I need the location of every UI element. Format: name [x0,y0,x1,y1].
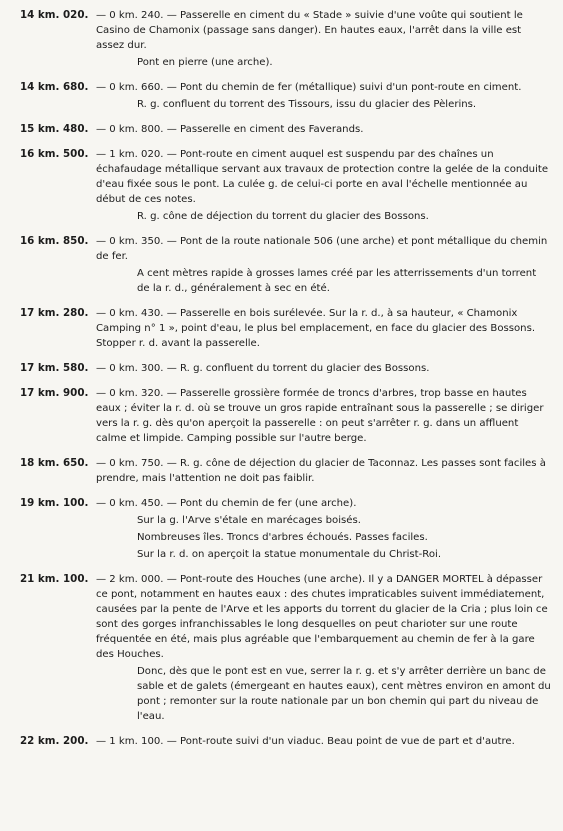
itinerary-entry [6,306,551,353]
entry-note: Pont en pierre (une arche). [137,57,273,68]
entry-main-text: — 1 km. 100. — Pont-route suivi d'un viaduc. Beau point de vue de part et d'autre. [96,736,515,747]
entry-main-text: — 0 km. 240. — Passerelle en ciment du « Stade » suivie d'une voûte qui soutient le Casino de Chamonix (passage sans danger). En hautes eaux, l'arrêt dans la ville est assez dur. [96,10,523,51]
kilometer-marker: 17 km. 280. [20,307,89,319]
kilometer-marker: 16 km. 850. [20,235,89,247]
entry-main-text: — 0 km. 450. — Pont du chemin de fer (une arche). [96,498,357,509]
entry-description [96,456,551,488]
kilometer-marker: 15 km. 480. [20,123,89,135]
itinerary-entry [6,147,551,226]
kilometer-marker: 14 km. 020. [20,9,89,21]
entry-note: R. g. cône de déjection du torrent du glacier des Bossons. [137,211,429,222]
entry-description [96,496,551,564]
itinerary-entry [6,80,551,114]
entry-description [96,734,551,751]
entry-main-text: — 0 km. 660. — Pont du chemin de fer (métallique) suivi d'un pont-route en ciment. [96,82,522,93]
kilometer-marker: 18 km. 650. [20,457,89,469]
entry-main-text: — 0 km. 350. — Pont de la route nationale 506 (une arche) et pont métallique du chemin de fer. [96,236,548,262]
entry-main-text: — 0 km. 430. — Passerelle en bois surélevée. Sur la r. d., à sa hauteur, « Chamonix Camping n° 1 », point d'eau, le plus bel emplacement, en face du glacier des Bossons. Stopper r. d. avant la passerelle. [96,308,536,349]
kilometer-marker: 14 km. 680. [20,81,89,93]
entry-description [96,122,551,139]
entry-description [96,386,551,448]
itinerary-entry [6,8,551,72]
kilometer-marker: 19 km. 100. [20,497,89,509]
itinerary-entry [6,572,551,726]
itinerary-entry [6,456,551,488]
itinerary-entry [6,734,551,751]
entry-main-text: — 1 km. 020. — Pont-route en ciment auquel est suspendu par des chaînes un échafaudage métallique servant aux travaux de protection contre la gelée de la conduite d'eau fixée sous le pont. La culée g. de celui-ci porte en aval l'échelle mentionnée au début de ces notes. [96,149,549,205]
entry-description [96,147,551,226]
entry-note: Nombreuses îles. Troncs d'arbres échoués. Passes faciles. [137,532,428,543]
entry-description [96,80,551,114]
itinerary-entry [6,122,551,139]
entry-main-text: — 2 km. 000. — Pont-route des Houches (une arche). Il y a DANGER MORTEL à dépasser ce pont, notamment en hautes eaux : des chutes impraticables suivent immédiatement, causées par la pente de l'Arve et les apports du torrent du glacier de la Cria ; plus loin ce sont des gorges infranchissables le long desquelles on peut charioter sur une route fréquentée en été, mais plus agréable que l'embarquement au chemin de fer à la gare des Houches. [96,574,548,660]
entry-note: Sur la r. d. on aperçoit la statue monumentale du Christ-Roi. [137,549,442,560]
itinerary-entry [6,234,551,298]
entry-note: Sur la g. l'Arve s'étale en marécages boisés. [137,515,361,526]
kilometer-marker: 17 km. 900. [20,387,89,399]
entry-main-text: — 0 km. 800. — Passerelle en ciment des Faverands. [96,124,364,135]
entry-note: R. g. confluent du torrent des Tissours, issu du glacier des Pèlerins. [137,99,477,110]
entry-main-text: — 0 km. 750. — R. g. cône de déjection du glacier de Taconnaz. Les passes sont faciles à prendre, mais l'attention ne doit pas faiblir. [96,458,546,484]
itinerary-entry [6,361,551,378]
itinerary-entry [6,496,551,564]
kilometer-marker: 17 km. 580. [20,362,89,374]
entry-description [96,361,551,378]
entry-description [96,234,551,298]
entry-note: A cent mètres rapide à grosses lames créé par les atterrissements d'un torrent de la r. d., généralement à sec en été. [137,268,537,294]
entry-note: Donc, dès que le pont est en vue, serrer la r. g. et s'y arrêter derrière un banc de sable et de galets (émergeant en hautes eaux), cent mètres environ en amont du pont ; remonter sur la route nationale par un bon chemin qui part du niveau de l'eau. [137,666,551,722]
entry-main-text: — 0 km. 300. — R. g. confluent du torrent du glacier des Bossons. [96,363,430,374]
entry-description [96,8,551,72]
entry-description [96,306,551,353]
kilometer-marker: 21 km. 100. [20,573,89,585]
itinerary-entry [6,386,551,448]
entry-main-text: — 0 km. 320. — Passerelle grossière formée de troncs d'arbres, trop basse en hautes eaux ; éviter la r. d. où se trouve un gros rapide entraînant sous la passerelle ; se diriger vers la r. g. dès qu'on aperçoit la passerelle : on peut s'arrêter r. g. dans un affluent calme et limpide. Camping possible sur l'autre berge. [96,388,544,444]
kilometer-marker: 16 km. 500. [20,148,89,160]
kilometer-marker: 22 km. 200. [20,735,89,747]
entry-description [96,572,551,726]
